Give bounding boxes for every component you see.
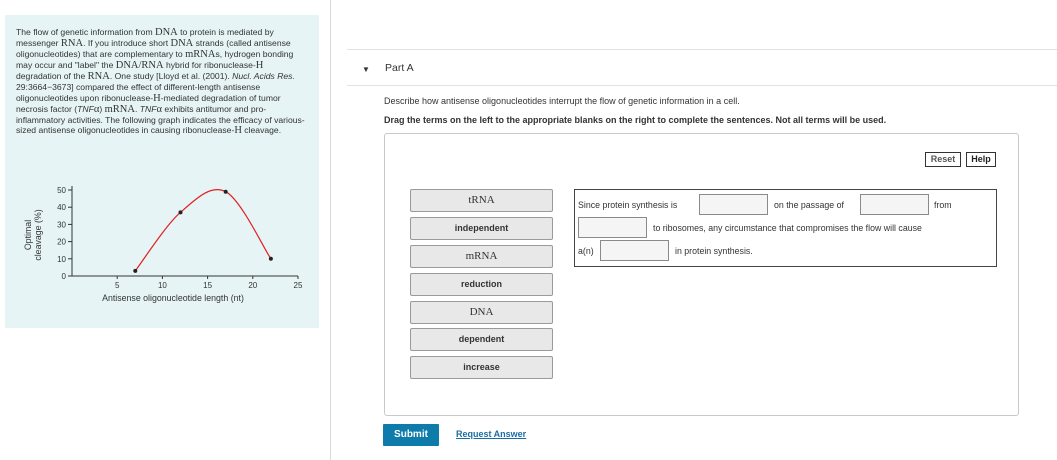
term-trna[interactable]: tRNA (410, 189, 553, 212)
sentence-box (574, 189, 997, 267)
blank-1[interactable] (699, 194, 768, 215)
y-tick-label: 40 (57, 203, 66, 213)
blank-3[interactable] (578, 217, 647, 238)
y-tick-label: 10 (57, 254, 66, 264)
x-tick-label: 10 (157, 281, 167, 290)
part-header[interactable] (347, 49, 1057, 86)
collapse-triangle-icon[interactable]: ▼ (362, 65, 370, 74)
help-button[interactable]: Help (966, 152, 996, 167)
data-point-2 (224, 190, 228, 194)
panel-divider (330, 0, 331, 460)
blank-2[interactable] (860, 194, 929, 215)
sentence-part-5: a(n) (578, 246, 594, 256)
sentence-part-3: from (934, 200, 952, 210)
term-dna[interactable]: DNA (410, 301, 553, 324)
y-axis-label-line1: Optimal (23, 219, 33, 251)
term-reduction[interactable]: reduction (410, 273, 553, 296)
y-tick-label: 50 (57, 186, 66, 195)
y-tick-label: 30 (57, 220, 66, 230)
cleavage-chart (12, 170, 312, 310)
term-mrna[interactable]: mRNA (410, 245, 553, 268)
sentence-part-6: in protein synthesis. (675, 246, 753, 256)
x-tick-label: 5 (114, 281, 120, 290)
sentence-part-4: to ribosomes, any circumstance that compromises the flow will cause (653, 223, 922, 233)
x-tick-label: 20 (248, 281, 258, 290)
chart-svg (12, 170, 312, 310)
x-tick-label: 25 (293, 281, 303, 290)
sentence-part-1: Since protein synthesis is (578, 200, 678, 210)
instructions-text: Drag the terms on the left to the appropriate blanks on the right to complete the sentences. Not all terms will be used. (384, 115, 887, 125)
data-point-0 (133, 269, 137, 273)
data-point-1 (178, 210, 182, 214)
part-title: Part A (385, 62, 414, 74)
question-text: Describe how antisense oligonucleotides interrupt the flow of genetic information in a cell. (384, 96, 740, 106)
blank-4[interactable] (600, 240, 669, 261)
y-axis-label-line2: cleavage (%) (33, 209, 43, 261)
submit-button[interactable]: Submit (383, 424, 439, 446)
drag-drop-workspace (384, 133, 1019, 416)
reset-button[interactable]: Reset (925, 152, 961, 167)
x-tick-label: 15 (203, 281, 213, 290)
y-tick-label: 0 (61, 272, 66, 281)
request-answer-link[interactable]: Request Answer (456, 429, 527, 439)
data-point-3 (269, 257, 273, 261)
term-increase[interactable]: increase (410, 356, 553, 379)
x-axis-label: Antisense oligonucleotide length (nt) (102, 293, 244, 303)
term-dependent[interactable]: dependent (410, 328, 553, 351)
series-line (135, 190, 271, 271)
sentence-part-2: on the passage of (774, 200, 844, 210)
y-tick-label: 20 (57, 237, 66, 247)
term-independent[interactable]: independent (410, 217, 553, 240)
intro-text: The flow of genetic information from DNA to protein is mediated by messenger RNA. If you introduce short DNA strands (called antisense oligonucleotides) that are complementary to mRNAs, hydrogen bonding may occur and "label" the DNA/RNA hybrid for ribonuclease-H degradation of the RNA. One study [Lloyd et al. (2001). Nucl. Acids Res. 29:3664−3673] compared the effect of different-length antisense oligonucleotides upon ribonuclease-H-mediated degradation of tumor necrosis factor (TNFα) mRNA. TNFα exhibits antitumor and pro-inflammatory activities. The following graph indicates the efficacy of various-sized antisense oligonucleotides in causing ribonuclease-H cleavage. (16, 27, 305, 136)
